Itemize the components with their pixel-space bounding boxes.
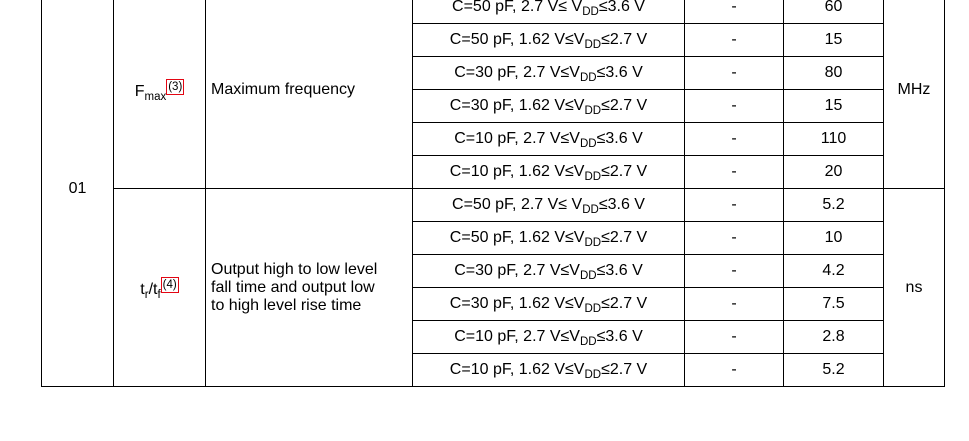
max-cell: 10 <box>784 222 884 255</box>
description-line: fall time and output low <box>211 278 375 296</box>
condition-cell: C=10 pF, 1.62 $V\le V_{DD}\le 2.7$ V <box>413 354 685 387</box>
max-cell: 7.5 <box>784 288 884 321</box>
min-cell: - <box>685 123 784 156</box>
max-cell: 5.2 <box>784 354 884 387</box>
symbol-separator: /t <box>148 280 158 298</box>
symbol-sub: f <box>157 288 161 301</box>
condition-cell: C=30 pF, 2.7 $V\le V_{DD}\le 3.6$ V <box>413 57 685 90</box>
min-cell: - <box>685 156 784 189</box>
condition-cell: C=50 pF, 2.7 $V\le V_{DD}\le 3.6$ V <box>413 189 685 222</box>
condition-cell: C=30 pF, 1.62 $V\le V_{DD}\le 2.7$ V <box>413 288 685 321</box>
max-cell: 20 <box>784 156 884 189</box>
table-row <box>42 0 945 24</box>
condition-cell: C=50 pF, 1.62 $V\le V_{DD}\le 2.7$ V <box>413 222 685 255</box>
symbol-sub: r <box>144 288 149 301</box>
min-cell: - <box>685 0 784 24</box>
mode-cell: 01 <box>42 0 114 387</box>
max-cell: 110 <box>784 123 884 156</box>
max-cell: 15 <box>784 24 884 57</box>
min-cell: - <box>685 90 784 123</box>
min-cell: - <box>685 255 784 288</box>
symbol-sub: max <box>144 90 167 103</box>
symbol-main: t <box>140 280 145 298</box>
max-cell: 5.2 <box>784 189 884 222</box>
min-cell: - <box>685 288 784 321</box>
symbol-main: F <box>134 82 145 100</box>
description-line: Maximum frequency <box>211 80 356 98</box>
max-cell: 4.2 <box>784 255 884 288</box>
max-cell: 60 <box>784 0 884 24</box>
symbol-cell <box>114 0 206 189</box>
condition-cell: C=30 pF, 1.62 $V\le V_{DD}\le 2.7$ V <box>413 90 685 123</box>
max-cell: 80 <box>784 57 884 90</box>
unit-cell: ns <box>884 189 945 387</box>
symbol-cell <box>114 189 206 387</box>
description-line: Output high to low level <box>211 260 378 278</box>
condition-cell: C=10 pF, 2.7 $V\le V_{DD}\le 3.6$ V <box>413 123 685 156</box>
min-cell: - <box>685 24 784 57</box>
footnote-link[interactable]: (3) <box>168 80 183 93</box>
condition-cell: C=10 pF, 1.62 $V\le V_{DD}\le 2.7$ V <box>413 156 685 189</box>
condition-cell: C=50 pF, 2.7 $V\le V_{DD}\le 3.6$ V <box>413 0 685 24</box>
min-cell: - <box>685 222 784 255</box>
condition-cell: C=30 pF, 2.7 $V\le V_{DD}\le 3.6$ V <box>413 255 685 288</box>
description-cell <box>206 189 413 387</box>
description-cell <box>206 0 413 189</box>
table-row <box>42 189 945 222</box>
min-cell: - <box>685 57 784 90</box>
min-cell: - <box>685 354 784 387</box>
max-cell: 15 <box>784 90 884 123</box>
condition-cell: C=10 pF, 2.7 $V\le V_{DD}\le 3.6$ V <box>413 321 685 354</box>
footnote-link[interactable]: (4) <box>162 278 177 291</box>
max-cell: 2.8 <box>784 321 884 354</box>
description-line: to high level rise time <box>211 296 362 314</box>
min-cell: - <box>685 189 784 222</box>
unit-cell: MHz <box>884 0 945 189</box>
min-cell: - <box>685 321 784 354</box>
output-characteristics-table <box>41 0 945 387</box>
condition-cell: C=50 pF, 1.62 $V\le V_{DD}\le 2.7$ V <box>413 24 685 57</box>
